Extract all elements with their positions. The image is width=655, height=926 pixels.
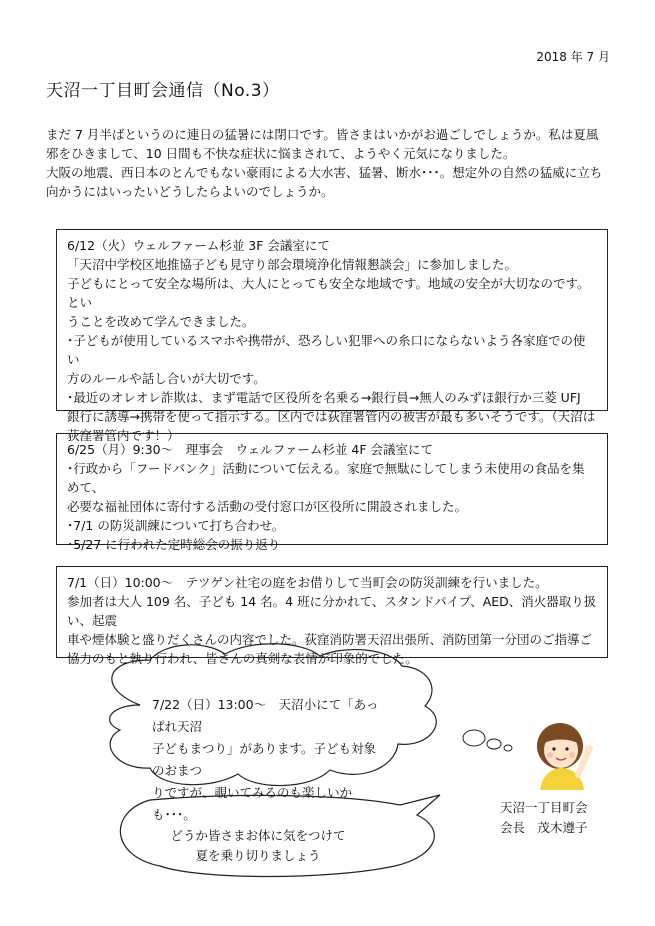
report-box-board-meeting xyxy=(56,433,608,552)
report-line: うことを改めて学んできました。 xyxy=(67,314,255,329)
thought-bubble-small xyxy=(504,745,512,751)
report-line: 荻窪署管内です！） xyxy=(67,428,180,443)
closing-line: どうか皆さまお体に気をつけて xyxy=(170,828,346,843)
report-box-safety-meeting xyxy=(56,229,608,443)
report-line: ･7/1 の防災訓練について打ち合わせ。 xyxy=(67,518,285,533)
announcement-line: 7/22（日）13:00～ 天沼小にて「あっぱれ天沼 xyxy=(152,697,379,734)
intro-line: 向かうにはいったいどうしたらよいのでしょうか。 xyxy=(46,184,334,199)
signature xyxy=(500,798,630,838)
intro-line: 大阪の地震、西日本のとんでもない豪雨による大水害、猛暑、断水･･･。想定外の自然の猛威に立ち xyxy=(46,165,603,180)
report-line: 参加者は大人 109 名、子ども 14 名。4 班に分かれて、スタンドパイプ、AED、消火器取り扱い、起震 xyxy=(67,594,597,628)
signature-org: 天沼一丁目町会 xyxy=(500,800,588,815)
intro-paragraph xyxy=(46,125,616,201)
report-line: 銀行に誘導→携帯を使って指示する。区内では荻窪署管内の被害が最も多いそうです。（天沼は xyxy=(67,409,596,424)
announcement-line: 子どもまつり」があります。子ども対象のおまつ xyxy=(152,741,377,778)
report-line: ･最近のオレオレ詐欺は、まず電話で区役所を名乗る→銀行員→無人のみずほ銀行か三菱 UFJ xyxy=(67,390,581,405)
report-line: ･5/27 に行われた定時総会の振り返り xyxy=(67,537,281,552)
closing-message xyxy=(158,826,358,866)
closing-line: 夏を乗り切りましょう xyxy=(195,848,321,863)
woman-waving-icon xyxy=(537,723,593,790)
report-line: 7/1（日）10:00～ テツゲン社宅の庭をお借りして当町会の防災訓練を行いました。 xyxy=(67,575,548,590)
report-line: 協力のもと執り行われ、皆さんの真剣な表情が印象的でした。 xyxy=(67,651,418,666)
report-line: ･子どもが使用しているスマホや携帯が、恐ろしい犯罪への糸口にならないよう各家庭での使い xyxy=(67,333,586,367)
report-line: 必要な福祉団体に寄付する活動の受付窓口が区役所に開設されました。 xyxy=(67,499,468,514)
thought-bubble-medium xyxy=(487,739,501,749)
report-line: 子どもにとって安全な場所は、大人にとっても安全な地域です。地域の安全が大切なのです。とい xyxy=(67,276,590,310)
newsletter-title: 天沼一丁目町会通信（No.3） xyxy=(46,81,280,101)
report-box-disaster-drill xyxy=(56,566,608,666)
thought-bubble-large xyxy=(463,730,485,746)
intro-line: まだ 7 月半ばというのに連日の猛暑には閉口です。皆さまはいかがお過ごしでしょうか。私は夏風 xyxy=(46,127,599,142)
announcement-line: りですが、覗いてみるのも楽しいかも･･･。 xyxy=(152,785,353,822)
report-line: 6/25（月）9:30～ 理事会 ウェルファーム杉並 4F 会議室にて xyxy=(67,442,433,457)
report-line: 「天沼中学校区地推協子ども見守り部会環境浄化情報懇談会」に参加しました。 xyxy=(67,257,518,272)
festival-announcement xyxy=(152,694,387,826)
report-line: ･行政から「フードバンク」活動について伝える。家庭で無駄にしてしまう未使用の食品を集めて、 xyxy=(67,461,585,495)
signature-name: 会長 茂木遵子 xyxy=(500,820,588,835)
report-line: 方のルールや話し合いが大切です。 xyxy=(67,371,266,386)
report-line: 6/12（火）ウェルファーム杉並 3F 会議室にて xyxy=(67,238,330,253)
report-line: 車や煙体験と盛りだくさんの内容でした。荻窪消防署天沼出張所、消防団第一分団のご指導ご xyxy=(67,632,593,647)
issue-date: 2018 年 7 月 xyxy=(536,50,610,64)
intro-line: 邪をひきまして、10 日間も不快な症状に悩まされて、ようやく元気になりました。 xyxy=(46,146,516,161)
